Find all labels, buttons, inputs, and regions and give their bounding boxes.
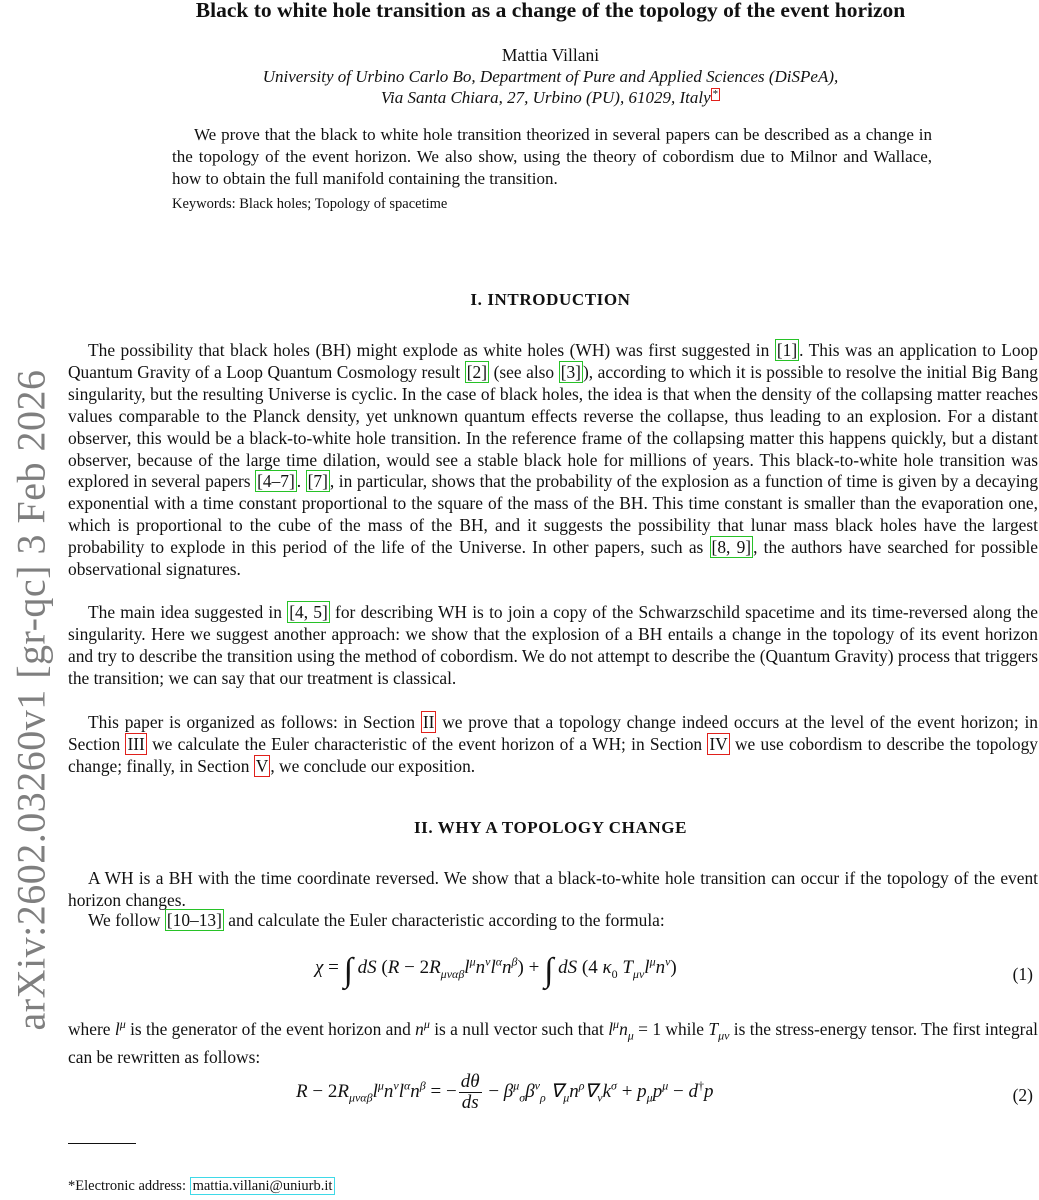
affiliation-line-2 bbox=[62, 88, 1039, 108]
section2-paragraph-2: We follow [10–13] and calculate the Euler characteristic according to the formula: bbox=[88, 910, 665, 930]
intro-paragraph-1: The possibility that black holes (BH) might explode as white holes (WH) was first suggested in [1] . This was an application to Loop Quantum Gravity of a Loop Quantum Cosmology result [2] (see also [3] ), according to which it is possible to resolve the initial Big Bang singularity, but the resulting Universe is cyclic. In the case of black holes, the idea is that when the density of the collapsing matter reaches values comparable to the Planck density, yet unknown quantum effects reverse the collapse, thus leading to an explosion. For a distant observer, this would be a black-to-white hole transition. In the reference frame of the collapsing matter this happens quickly, but a distant observer, because of the large time dilation, would see a stable black hole for millions of years. This black-to-white hole transition was explored in several papers [4–7] . [7] , in particular, shows that the probability of the explosion as a function of time is given by a decaying exponential with a time constant proportional to the square of the mass of the BH. This time constant is smaller than the evaporation one, which is proportional to the cube of the mass of the BH, and it suggests the possibility that lunar mass black holes have the largest probability to explode in this period of the life of the Universe. In other papers, such as [8, 9] , the authors have searched for possible observational signatures. bbox=[68, 340, 1039, 580]
email-link[interactable]: mattia.villani@uniurb.it bbox=[190, 1177, 336, 1195]
citation-link[interactable]: [7] bbox=[307, 471, 328, 492]
paper-title: Black to white hole transition as a change of the topology of the event horizon bbox=[195, 0, 906, 22]
equation-2-number: (2) bbox=[1012, 1085, 1033, 1105]
section-link[interactable]: III bbox=[127, 733, 145, 754]
citation-link[interactable]: [8, 9] bbox=[711, 537, 752, 558]
section-link[interactable]: II bbox=[422, 712, 435, 732]
equation-1-number: (1) bbox=[1012, 964, 1033, 984]
intro-paragraph-3: This paper is organized as follows: in Section II we prove that a topology change indeed occurs at the level of the event horizon; in Section III we calculate the Euler characteristic of the event horizon of a WH; in Section IV we use cobordism to describe the topology change; finally, in Section V , we conclude our exposition. bbox=[68, 712, 1039, 776]
section-heading-introduction: I. INTRODUCTION bbox=[470, 290, 631, 309]
keywords: Keywords: Black holes; Topology of spacetime bbox=[172, 196, 448, 212]
footnote-label: *Electronic address: bbox=[68, 1178, 190, 1194]
citation-link[interactable]: [1] bbox=[776, 340, 798, 360]
arxiv-sidebar bbox=[0, 0, 62, 1200]
arxiv-identifier: arXiv:2602.03260v1 [gr-qc] 3 Feb 2026 bbox=[8, 369, 54, 1031]
intro-paragraph-2: The main idea suggested in [4, 5] for describing WH is to join a copy of the Schwarzschild spacetime and its time-reversed along the singularity. Here we suggest another approach: we show that the explosion of a BH entails a change in the topology of its event horizon and try to describe the transition using the method of cobordism. We do not attempt to describe the (Quantum Gravity) process that triggers the transition; we can say that our treatment is classical. bbox=[68, 602, 1039, 688]
footnote-rule bbox=[68, 1143, 136, 1144]
citation-link[interactable]: [4, 5] bbox=[289, 602, 328, 622]
section-heading-topology-change: II. WHY A TOPOLOGY CHANGE bbox=[413, 818, 688, 837]
citation-link[interactable]: [10–13] bbox=[166, 910, 222, 930]
citation-link[interactable]: [3] bbox=[560, 361, 581, 382]
section2-paragraph-3: where $l^\mu$ is the generator of the event horizon and $n^\mu$ is a null vector such that $l^\mu n_\mu = 1$ while $T_{\mu\nu}$ is the stress-energy tensor. The first integral can be rewritten as follows: bbox=[68, 1017, 1038, 1068]
section-link[interactable]: V bbox=[255, 755, 269, 776]
section2-paragraph-1: A WH is a BH with the time coordinate reversed. We show that a black-to-white hole transition can occur if the topology of the event horizon changes. bbox=[68, 868, 1038, 910]
section-link[interactable]: IV bbox=[709, 733, 728, 754]
footnote bbox=[68, 1178, 335, 1195]
citation-link[interactable]: [2] bbox=[466, 361, 488, 382]
footnote-link[interactable]: * bbox=[712, 88, 719, 100]
affiliation-line-1: University of Urbino Carlo Bo, Department of Pure and Applied Sciences (DiSPeA), bbox=[262, 67, 839, 86]
affiliation-address: Via Santa Chiara, 27, Urbino (PU), 61029, Italy bbox=[380, 88, 711, 107]
abstract: We prove that the black to white hole transition theorized in several papers can be described as a change in the topology of the event horizon. We also show, using the theory of cobordism due to Milnor and Wallace, how to obtain the full manifold containing the transition. bbox=[172, 125, 932, 188]
citation-link[interactable]: [4–7] bbox=[257, 471, 295, 492]
equation-2: $R - 2R_{\mu\nu\alpha\beta}l^\mu n^\nu l^\alpha n^\beta$ = − $\frac{d\theta}{ds}$ − $\beta^\mu_\sigma\beta^\nu_\rho$ $\nabla_\mu n^\rho\nabla_\nu k^\sigma + p_\mu p^\mu - d^\dagger p$ bbox=[296, 1071, 714, 1113]
equation-1: χ = ∫ dS $(R - 2R_{\mu\nu\alpha\beta}l^\mu n^\nu l^\alpha n^\beta)$ + ∫ dS (4 $\kappa_0$ $T_{\mu\nu}l^\mu n^\nu$) bbox=[315, 952, 677, 989]
author-name: Mattia Villani bbox=[501, 45, 600, 65]
